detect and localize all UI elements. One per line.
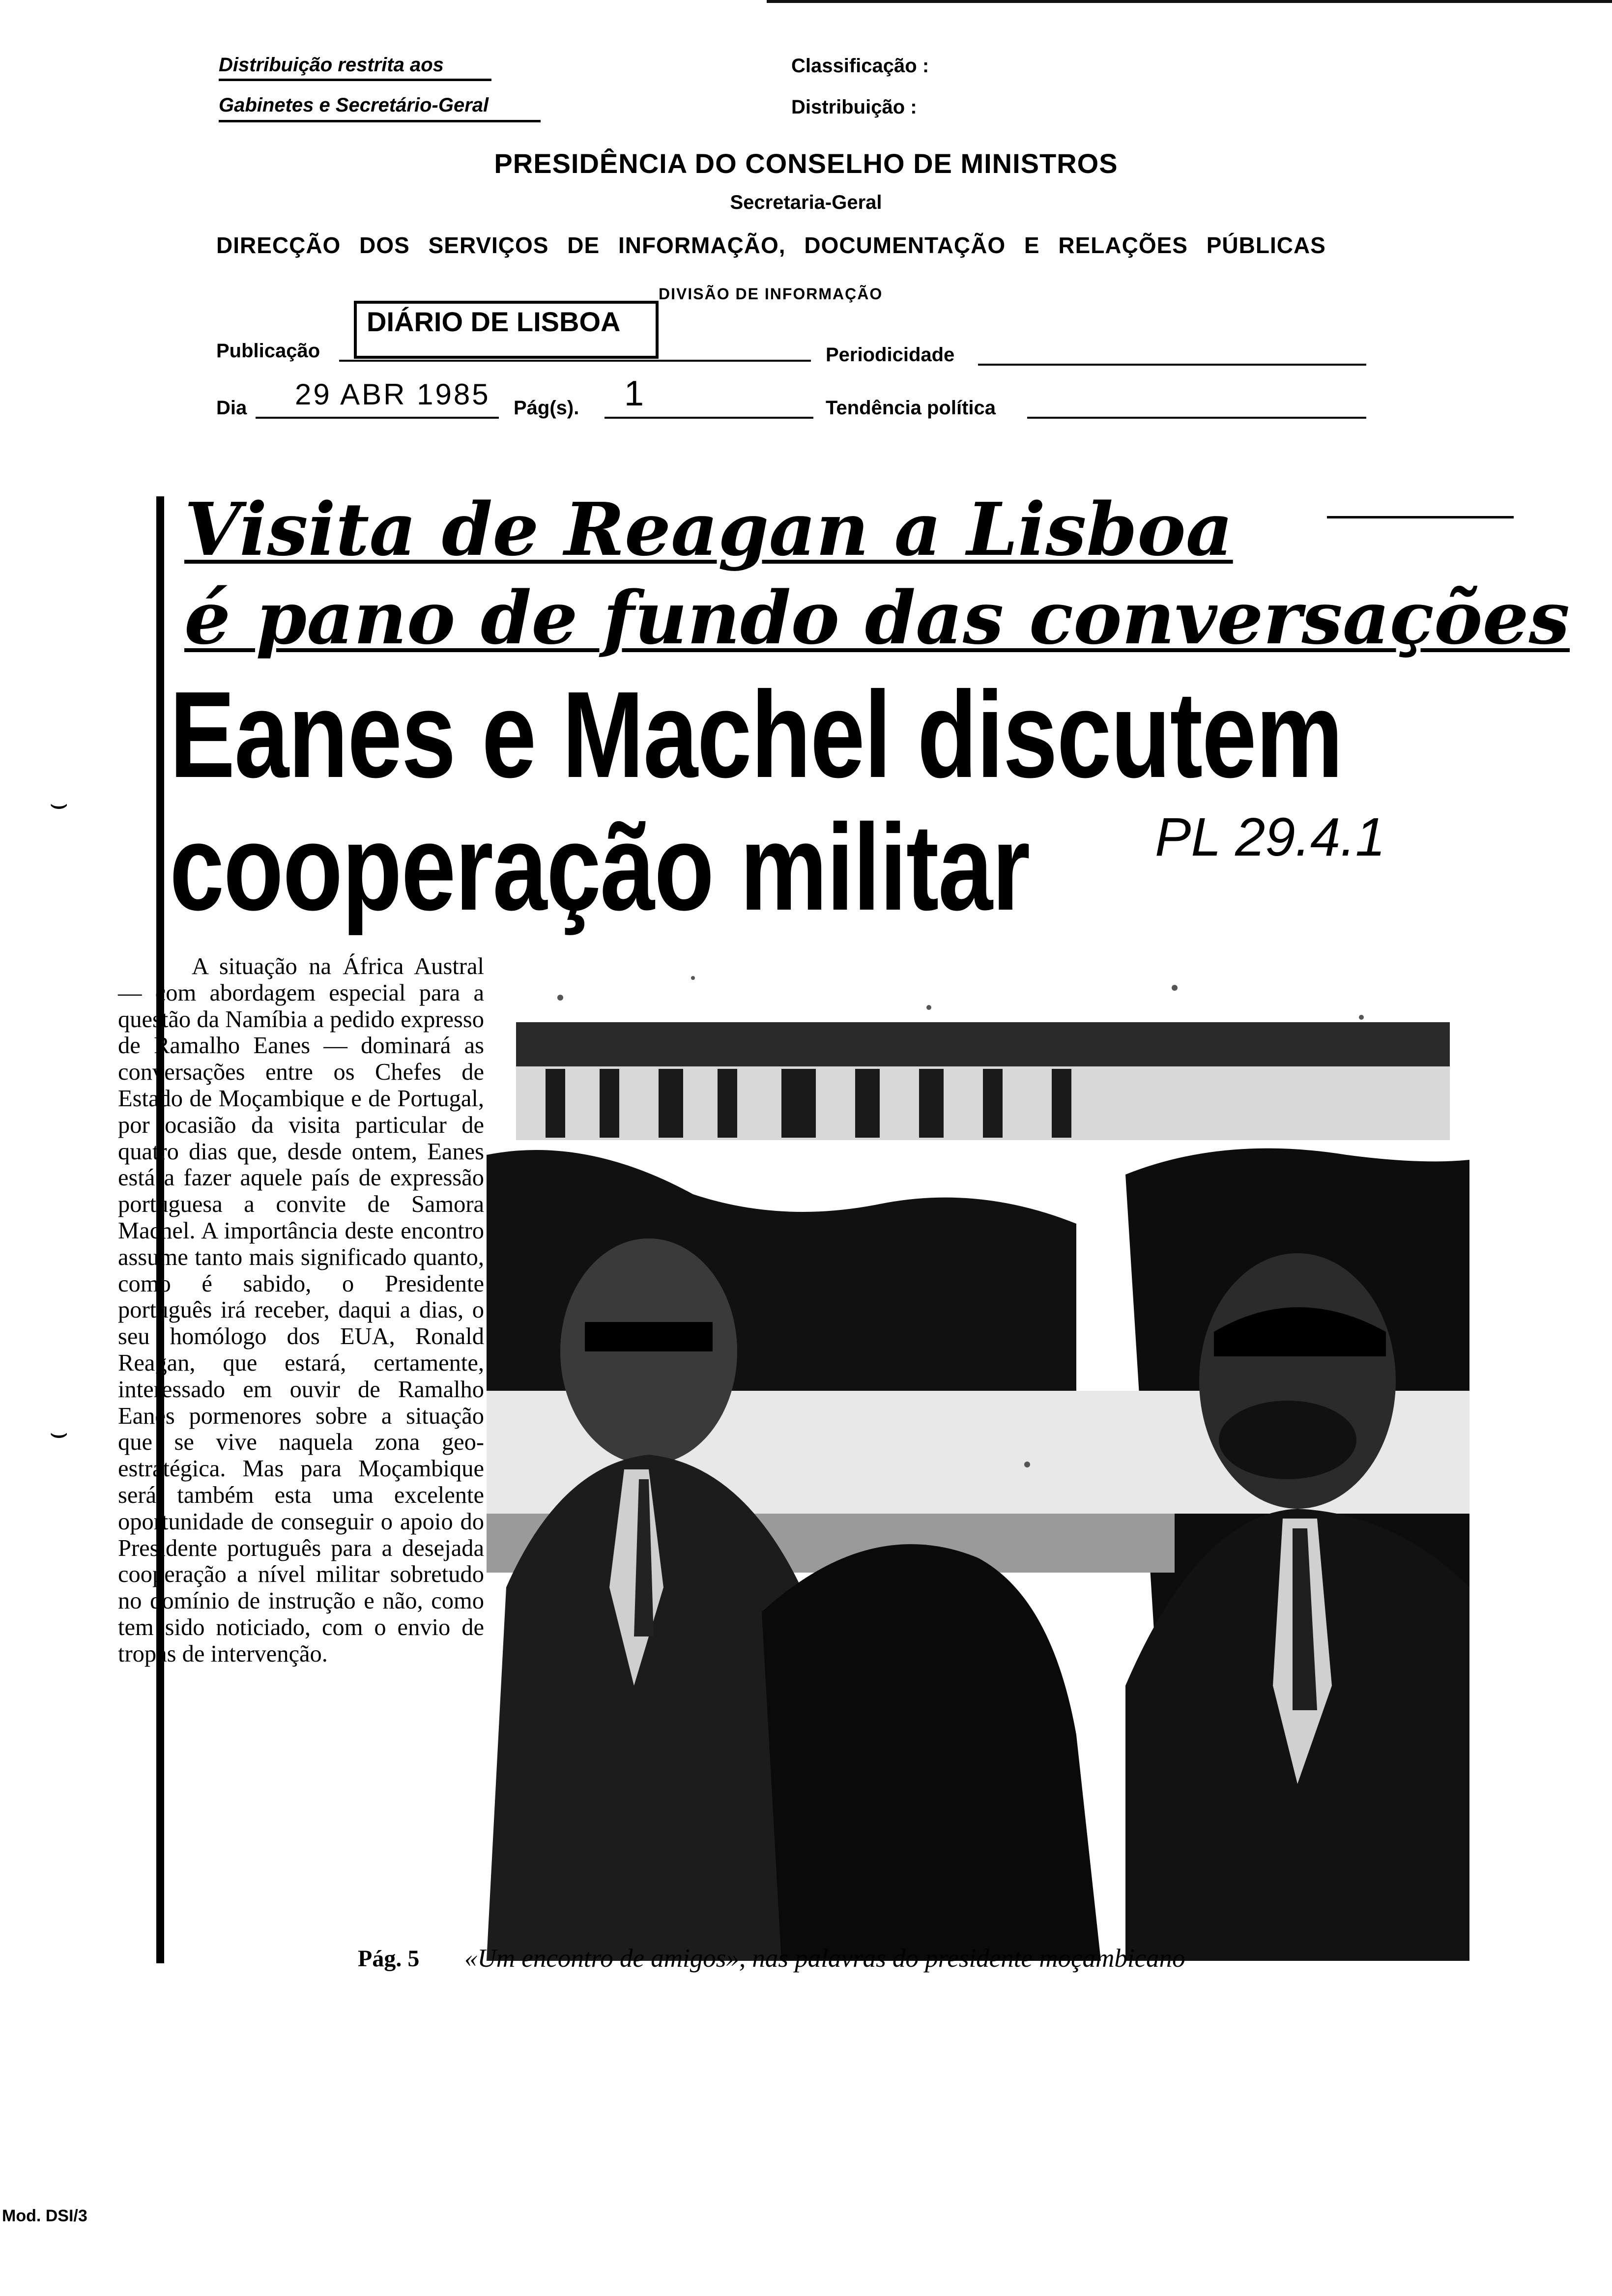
underline [219, 79, 491, 81]
article-top-rule [1327, 516, 1514, 518]
restricted-distribution-line1: Distribuição restrita aos [219, 54, 444, 76]
pag-label: Pág(s). [514, 397, 579, 419]
scan-mark-1: ⌣ [49, 787, 69, 820]
distribuicao-label: Distribuição : [791, 96, 917, 118]
publication-stamp [354, 301, 659, 359]
handwritten-annotation: PL 29.4.1 [1155, 807, 1385, 867]
article-body [118, 953, 484, 1667]
kicker-line2: é pano de fundo das conversações [184, 575, 1570, 660]
pag-value: 1 [624, 374, 646, 413]
org-subtitle: Secretaria-Geral [730, 192, 882, 213]
pag-line [604, 417, 813, 419]
kicker-line1: Visita de Reagan a Lisboa [184, 487, 1233, 572]
dia-label: Dia [216, 397, 247, 419]
dia-line [256, 417, 499, 419]
classificacao-label: Classificação : [791, 55, 929, 77]
publicacao-value: DIÁRIO DE LISBOA [367, 306, 621, 337]
dia-value: 29 ABR 1985 [295, 378, 490, 411]
article-photo [487, 948, 1469, 1961]
article-body-text: A situação na África Austral — com abordagem especial para a questão da Namíbia a pedido expresso de Ramalho Eanes — dominará as conversações entre os Chefes de Estado de Moçambique e de Portugal, por ocasião da visita particular de quatro dias que, desde ontem, Eanes está a fazer aquele país de expressão portuguesa a convite de Samora Machel. A importância deste encontro assume tanto mais significado quanto, como é sabido, o Presidente português irá receber, daqui a dias, o seu homólogo dos EUA, Ronald Reagan, que estará, certamente, interessado em ouvir de Ramalho Eanes pormenores sobre a situação que se vive naquela zona geo-estratégica. Mas para Moçambique será também esta uma excelente oportunidade de conseguir o apoio do Presidente português para a desejada cooperação a nível militar sobretudo no domínio de instrução e não, como tem sido noticiado, com o envio de tropas de intervenção. [118, 953, 484, 1667]
periodicidade-line [978, 364, 1366, 366]
restricted-distribution-line2: Gabinetes e Secretário-Geral [219, 94, 489, 116]
scan-mark-2: ⌣ [49, 1416, 69, 1449]
headline-line1: Eanes e Machel discutem [170, 666, 1343, 803]
divisao-title: DIVISÃO DE INFORMAÇÃO [659, 285, 883, 303]
publicacao-label: Publicação [216, 340, 320, 362]
publicacao-line [339, 360, 811, 362]
direccao-title: DIRECÇÃO DOS SERVIÇOS DE INFORMAÇÃO, DOCUMENTAÇÃO E RELAÇÕES PÚBLICAS [216, 232, 1326, 258]
org-title: PRESIDÊNCIA DO CONSELHO DE MINISTROS [494, 148, 1118, 179]
page-reference: Pág. 5 [358, 1946, 420, 1972]
tendencia-line [1027, 417, 1366, 419]
photo-illustration [487, 948, 1469, 1961]
form-code: Mod. DSI/3 [2, 2207, 87, 2225]
top-border-line [767, 0, 1612, 3]
periodicidade-label: Periodicidade [826, 344, 955, 366]
photo-caption: «Um encontro de amigos», nas palavras do presidente moçambicano [464, 1944, 1185, 1973]
underline [219, 120, 541, 122]
headline-line2: cooperação militar [170, 799, 1030, 936]
tendencia-label: Tendência política [826, 397, 996, 419]
